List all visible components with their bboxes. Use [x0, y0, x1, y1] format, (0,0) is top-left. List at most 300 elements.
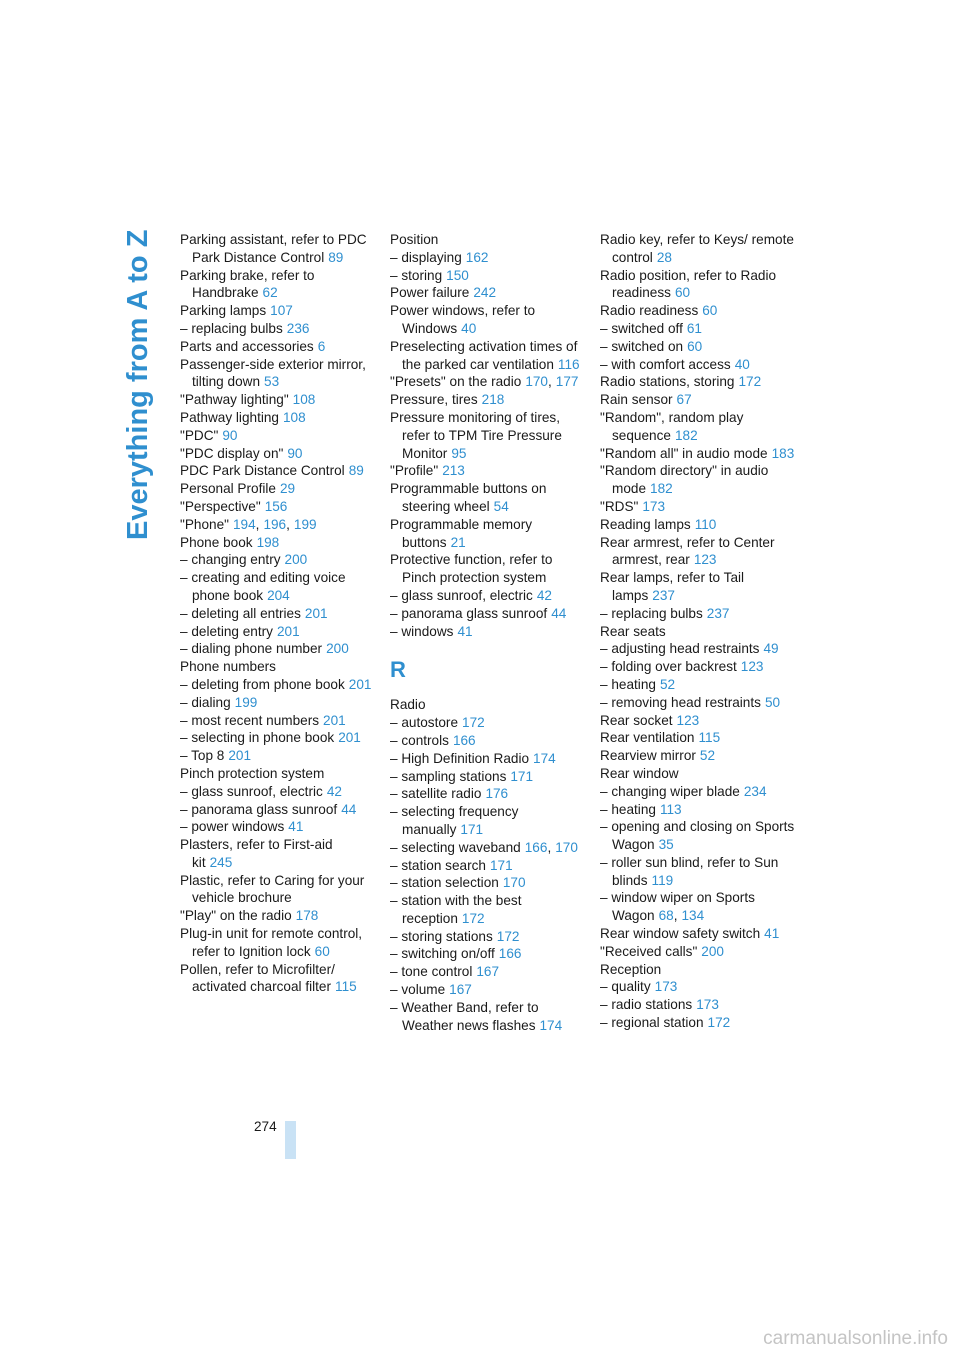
page-reference-link[interactable]: 201 — [276, 623, 300, 639]
index-entry-text: – windows — [390, 623, 454, 639]
page-reference-link[interactable]: 62 — [262, 285, 278, 301]
index-entry-text: "Profile" — [390, 463, 439, 479]
index-entry — [600, 605, 796, 623]
index-entry — [600, 996, 796, 1014]
page-reference-link[interactable]: 170 — [555, 839, 578, 855]
index-entry-text: – switching on/off — [390, 946, 495, 962]
page-reference-link[interactable]: 60 — [314, 943, 330, 959]
index-entry — [390, 249, 580, 267]
page-reference-link[interactable]: 199 — [234, 694, 258, 710]
page-reference-link[interactable]: 123 — [693, 552, 717, 568]
page-reference-link[interactable]: 182 — [650, 481, 673, 497]
page-number: 274 — [254, 1119, 277, 1134]
index-entry-text: – volume — [390, 982, 446, 998]
index-entry-text: Parking lamps — [180, 303, 267, 319]
index-entry — [600, 658, 796, 676]
page-reference-link[interactable]: 156 — [264, 498, 288, 514]
page-reference-link[interactable]: 237 — [652, 587, 675, 603]
index-entry — [600, 854, 796, 890]
index-entry — [180, 320, 376, 338]
index-entry-text: – folding over backrest — [600, 659, 737, 675]
page-reference-link[interactable]: 171 — [460, 821, 484, 837]
index-entry-text: "Random directory" in audio mode — [600, 463, 769, 497]
index-entry — [600, 783, 796, 801]
page-reference-link[interactable]: 173 — [642, 498, 666, 514]
page-reference-link[interactable]: 172 — [496, 928, 520, 944]
index-entry — [600, 320, 796, 338]
page-reference-link[interactable]: 201 — [348, 676, 372, 692]
index-entry-text: – heating — [600, 676, 656, 692]
page-reference-link[interactable]: 113 — [659, 801, 682, 817]
page-reference-link[interactable]: 89 — [328, 249, 344, 265]
page-reference-link[interactable]: 28 — [656, 249, 672, 265]
index-entry-text: Preselecting activation times of the parked car ventilation — [390, 338, 578, 372]
index-entry-text: Pathway lighting — [180, 409, 279, 425]
page-reference-link[interactable]: 90 — [222, 427, 238, 443]
index-entry — [390, 857, 580, 875]
index-entry-text: – selecting frequency manually — [390, 804, 519, 837]
index-entry — [180, 569, 376, 605]
index-entry — [180, 676, 376, 694]
page-reference-link[interactable]: 110 — [694, 516, 717, 532]
index-entry — [600, 729, 796, 747]
index-entry — [390, 480, 580, 516]
page-reference-link[interactable]: 21 — [450, 534, 466, 550]
index-entry — [390, 409, 580, 462]
index-entry-text: – controls — [390, 732, 449, 748]
index-entry-text: Radio stations, storing — [600, 374, 735, 390]
index-entry — [600, 516, 796, 534]
index-entry — [180, 836, 376, 872]
index-entry — [180, 712, 376, 730]
index-entry-text: – storing — [390, 267, 443, 283]
index-entry-text: "PDC" — [180, 427, 219, 443]
index-entry-text: – roller sun blind, refer to Sun blinds — [600, 854, 779, 888]
index-entry — [390, 714, 580, 732]
index-entry-text: – heating — [600, 801, 656, 817]
index-entry — [180, 338, 376, 356]
page-reference-link[interactable]: 89 — [348, 463, 364, 479]
index-entry — [600, 409, 796, 445]
index-entry — [600, 943, 796, 961]
page-reference-link[interactable]: 172 — [738, 374, 762, 390]
index-entry-text: Parking brake, refer to Handbrake — [180, 267, 315, 301]
index-entry — [390, 928, 580, 946]
index-entry — [180, 231, 376, 267]
index-entry-text: Programmable memory buttons — [390, 516, 533, 550]
page-reference-link[interactable]: 172 — [707, 1015, 731, 1031]
page-reference-link[interactable]: 29 — [279, 481, 296, 497]
page-reference-link[interactable]: 196 — [263, 516, 287, 532]
page-reference-link[interactable]: 213 — [442, 463, 465, 479]
index-entry-text: – deleting all entries — [180, 605, 301, 621]
page-reference-link[interactable]: 200 — [326, 641, 349, 657]
page-reference-link[interactable]: 242 — [473, 285, 497, 301]
page-reference-link[interactable]: 201 — [304, 605, 328, 621]
page-reference-link[interactable]: 107 — [270, 303, 293, 319]
index-entry-text: – switched off — [600, 320, 683, 336]
index-entry — [600, 231, 796, 267]
page-reference-link[interactable]: 40 — [734, 356, 750, 372]
index-entry-text: Rearview mirror — [600, 748, 696, 764]
index-entry — [600, 623, 796, 641]
index-entry-text: "Received calls" — [600, 943, 698, 959]
index-entry-text: Parking assistant, refer to PDC Park Distance Control — [180, 232, 367, 265]
page-reference-link[interactable]: 167 — [449, 982, 472, 998]
page-marker-bar — [285, 1121, 296, 1159]
page-reference-link[interactable]: 177 — [555, 374, 579, 390]
index-entry-text: Personal Profile — [180, 481, 276, 497]
index-entry — [390, 696, 580, 714]
index-entry — [180, 729, 376, 747]
page-reference-link[interactable]: 150 — [446, 267, 469, 283]
index-entry — [180, 391, 376, 409]
index-entry — [180, 516, 376, 534]
index-entry-text: Phone numbers — [180, 659, 276, 675]
index-entry-text: – selecting in phone book — [180, 730, 335, 746]
page-reference-link[interactable]: 172 — [461, 910, 485, 926]
index-entry — [600, 747, 796, 765]
index-entry — [390, 999, 580, 1035]
page-reference-link[interactable]: 42 — [326, 783, 342, 799]
index-entry — [390, 839, 580, 857]
index-entry-text: – deleting from phone book — [180, 676, 345, 692]
page-reference-link[interactable]: 108 — [292, 392, 316, 408]
page-reference-link[interactable]: 173 — [654, 979, 678, 995]
page-reference-link[interactable]: 108 — [283, 409, 306, 425]
index-entry-text: Power failure — [390, 285, 470, 301]
index-entry — [180, 480, 376, 498]
index-entry — [600, 445, 796, 463]
index-entry — [180, 765, 376, 783]
index-entry — [600, 534, 796, 570]
index-entry-text: – storing stations — [390, 928, 493, 944]
page-reference-link[interactable]: 162 — [465, 249, 489, 265]
index-entry-text: "Random all" in audio mode — [600, 445, 768, 461]
page-reference-link[interactable]: 134 — [681, 908, 705, 924]
index-entry — [390, 302, 580, 338]
index-entry-text: Pressure, tires — [390, 392, 478, 408]
page-reference-link[interactable]: 173 — [696, 997, 719, 1013]
page-reference-link[interactable]: 119 — [651, 872, 674, 888]
index-entry — [390, 587, 580, 605]
index-entry — [600, 640, 796, 658]
page-reference-link[interactable]: 41 — [288, 819, 304, 835]
page-reference-link[interactable]: 201 — [228, 748, 252, 764]
index-entry — [180, 427, 376, 445]
page-reference-link[interactable]: 49 — [763, 641, 779, 657]
index-entry-text: Rear lamps, refer to Tail lamps — [600, 570, 745, 603]
page-reference-link[interactable]: 234 — [743, 783, 767, 799]
index-entry-text: – window wiper on Sports Wagon — [600, 890, 755, 924]
index-entry-text: – station selection — [390, 875, 499, 891]
index-entry — [600, 373, 796, 391]
index-entry-text: Rear window safety switch — [600, 926, 761, 942]
page-reference-link[interactable]: 171 — [510, 768, 534, 784]
index-entry-text: – switched on — [600, 338, 684, 354]
index-entry — [600, 391, 796, 409]
index-entry-text: – with comfort access — [600, 356, 731, 372]
index-entry-text: – replacing bulbs — [600, 605, 703, 621]
index-entry-text: Phone book — [180, 534, 253, 550]
page-reference-link[interactable]: 174 — [539, 1017, 563, 1033]
index-entry-text: "Perspective" — [180, 498, 261, 514]
page-reference-link[interactable]: 170 — [525, 374, 548, 390]
index-entry — [180, 907, 376, 925]
index-entry — [600, 961, 796, 979]
page-reference-link[interactable]: 171 — [489, 857, 513, 873]
page-reference-link[interactable]: 182 — [674, 427, 698, 443]
index-entry — [180, 925, 376, 961]
index-entry — [390, 551, 580, 587]
index-entry — [180, 818, 376, 836]
index-entry — [180, 747, 376, 765]
index-entry-text: – most recent numbers — [180, 712, 320, 728]
index-entry-text: PDC Park Distance Control — [180, 463, 345, 479]
index-entry-text: Passenger-side exterior mirror, tilting down — [180, 356, 366, 390]
page-reference-link[interactable]: 60 — [674, 285, 691, 301]
page-reference-link[interactable]: 6 — [317, 338, 326, 354]
index-entry-text: Radio key, refer to Keys/ remote control — [600, 232, 794, 265]
page-reference-link[interactable]: 123 — [740, 659, 764, 675]
index-entry — [390, 803, 580, 839]
page-reference-link[interactable]: 60 — [702, 303, 718, 319]
index-entry — [390, 373, 580, 391]
index-entry-text: – station search — [390, 857, 486, 873]
index-entry-text: "Play" on the radio — [180, 908, 292, 924]
index-entry-text: Rear seats — [600, 623, 666, 639]
index-entry-text: Rear window — [600, 765, 679, 781]
page-reference-link[interactable]: 115 — [335, 979, 357, 995]
page-reference-link[interactable]: 170 — [502, 875, 526, 891]
index-entry — [390, 874, 580, 892]
page-reference-link[interactable]: 199 — [293, 516, 317, 532]
index-entry — [600, 925, 796, 943]
index-entry — [180, 498, 376, 516]
index-entry-text: – opening and closing on Sports Wagon — [600, 819, 795, 853]
index-entry-text: – satellite radio — [390, 786, 482, 802]
index-entry — [180, 783, 376, 801]
index-entry-text: Plug-in unit for remote control, refer to Ignition lock — [180, 926, 363, 959]
index-entry-text: – glass sunroof, electric — [180, 783, 323, 799]
index-entry-text: "Phone" — [180, 516, 229, 532]
page-reference-link[interactable]: 54 — [493, 498, 509, 514]
page-ref-separator: , — [547, 839, 552, 855]
page-reference-link[interactable]: 166 — [452, 732, 476, 748]
page-ref-separator: , — [673, 908, 678, 924]
index-entry-text: – replacing bulbs — [180, 320, 283, 336]
page-reference-link[interactable]: 42 — [536, 587, 552, 603]
page-reference-link[interactable]: 236 — [286, 320, 310, 336]
index-entry — [600, 267, 796, 303]
index-entry-text: "RDS" — [600, 498, 639, 514]
index-entry-text: Rear ventilation — [600, 730, 695, 746]
index-entry-text: – removing head restraints — [600, 694, 761, 710]
index-entry — [180, 267, 376, 303]
page-reference-link[interactable]: 41 — [457, 623, 473, 639]
index-entry-text: Rain sensor — [600, 392, 673, 408]
index-entry-text: – glass sunroof, electric — [390, 587, 533, 603]
page-reference-link[interactable]: 35 — [658, 837, 674, 853]
page-reference-link[interactable]: 204 — [267, 587, 290, 603]
index-entry — [180, 658, 376, 676]
index-entry-text: Protective function, refer to Pinch protection system — [390, 552, 553, 586]
index-column-2 — [390, 231, 580, 1034]
page-reference-link[interactable]: 200 — [284, 552, 308, 568]
index-entry — [180, 409, 376, 427]
section-letter: R — [390, 657, 406, 683]
index-entry-text: – displaying — [390, 249, 462, 265]
index-entry-text: – radio stations — [600, 997, 693, 1013]
index-entry — [390, 267, 580, 285]
index-entry — [600, 462, 796, 498]
index-entry — [390, 981, 580, 999]
index-entry-text: Pressure monitoring of tires, refer to TPM Tire Pressure Monitor — [390, 409, 562, 461]
index-entry — [390, 785, 580, 803]
page-reference-link[interactable]: 52 — [659, 676, 676, 692]
index-entry — [390, 605, 580, 623]
index-entry-text: – panorama glass sunroof — [180, 801, 338, 817]
index-entry-text: – changing entry — [180, 552, 281, 568]
page-reference-link[interactable]: 183 — [771, 445, 795, 461]
page-reference-link[interactable]: 194 — [232, 516, 256, 532]
index-entry — [180, 356, 376, 392]
index-entry-text: Pollen, refer to Microfilter/ activated charcoal filter — [180, 961, 335, 995]
index-entry — [600, 498, 796, 516]
index-entry-text: – power windows — [180, 819, 285, 835]
index-entry-text: Rear socket — [600, 712, 673, 728]
index-entry — [180, 872, 376, 908]
index-entry-text: Plasters, refer to First-aid kit — [180, 837, 333, 870]
index-entry — [390, 945, 580, 963]
index-entry-text: – quality — [600, 979, 651, 995]
index-entry-text: – sampling stations — [390, 768, 507, 784]
page-reference-link[interactable]: 53 — [264, 374, 280, 390]
index-column-3 — [600, 231, 796, 1032]
index-entry — [600, 302, 796, 320]
page-reference-link[interactable]: 237 — [706, 605, 730, 621]
index-entry-text: Rear armrest, refer to Center armrest, rear — [600, 534, 775, 568]
index-entry-text: – dialing — [180, 694, 231, 710]
index-entry — [180, 694, 376, 712]
index-entry-text: – panorama glass sunroof — [390, 605, 548, 621]
index-entry-text: Pinch protection system — [180, 765, 325, 781]
page-reference-link[interactable]: 245 — [209, 854, 233, 870]
index-entry-text: – Weather Band, refer to Weather news flashes — [390, 999, 539, 1033]
index-entry — [390, 391, 580, 409]
page-reference-link[interactable]: 166 — [524, 839, 548, 855]
index-entry — [180, 961, 376, 997]
page-reference-link[interactable]: 68 — [658, 908, 674, 924]
index-entry-text: Reception — [600, 961, 662, 977]
index-entry — [600, 338, 796, 356]
page-reference-link[interactable]: 166 — [498, 946, 522, 962]
index-entry-text: – High Definition Radio — [390, 750, 530, 766]
page-ref-separator: , — [548, 374, 552, 390]
page-reference-link[interactable]: 41 — [764, 926, 780, 942]
index-entry-text: – autostore — [390, 715, 459, 731]
page-reference-link[interactable]: 167 — [476, 964, 500, 980]
index-entry — [600, 712, 796, 730]
index-entry — [390, 231, 580, 249]
index-entry — [600, 676, 796, 694]
index-entry-text: Plastic, refer to Caring for your vehicle brochure — [180, 872, 365, 906]
page-reference-link[interactable]: 67 — [676, 392, 692, 408]
page-reference-link[interactable]: 116 — [557, 356, 580, 372]
index-entry-text: Programmable buttons on steering wheel — [390, 481, 547, 514]
page-reference-link[interactable]: 95 — [451, 445, 467, 461]
index-entry — [180, 462, 376, 480]
page-reference-link[interactable]: 115 — [698, 730, 721, 746]
index-entry — [390, 284, 580, 302]
page-reference-link[interactable]: 40 — [461, 320, 477, 336]
page-reference-link[interactable]: 174 — [533, 750, 556, 766]
page-reference-link[interactable]: 218 — [481, 392, 505, 408]
index-entry-text: Radio position, refer to Radio readiness — [600, 267, 777, 301]
page-reference-link[interactable]: 50 — [764, 694, 781, 710]
index-entry — [600, 694, 796, 712]
index-entry-text: Reading lamps — [600, 516, 691, 532]
page-reference-link[interactable]: 178 — [295, 908, 319, 924]
index-entry — [600, 978, 796, 996]
index-entry — [390, 768, 580, 786]
index-entry — [390, 338, 580, 374]
index-entry — [180, 801, 376, 819]
index-entry-text: – dialing phone number — [180, 641, 323, 657]
index-entry — [390, 732, 580, 750]
index-entry — [390, 623, 580, 641]
page-reference-link[interactable]: 44 — [551, 605, 567, 621]
page-reference-link[interactable]: 201 — [323, 712, 346, 728]
index-entry-text: "Presets" on the radio — [390, 374, 522, 390]
index-entry — [180, 534, 376, 552]
page-reference-link[interactable]: 198 — [256, 534, 280, 550]
index-entry-text: – changing wiper blade — [600, 783, 740, 799]
page-reference-link[interactable]: 123 — [676, 712, 700, 728]
index-entry — [180, 551, 376, 569]
index-entry-text: – tone control — [390, 964, 473, 980]
side-title: Everything from A to Z — [122, 230, 154, 541]
page-ref-separator: , — [255, 516, 260, 532]
page-reference-link[interactable]: 172 — [462, 715, 485, 731]
index-entry-text: – creating and editing voice phone book — [180, 570, 346, 603]
page-reference-link[interactable]: 44 — [341, 801, 357, 817]
index-entry — [600, 569, 796, 605]
index-entry-text: Parts and accessories — [180, 338, 314, 354]
page-reference-link[interactable]: 176 — [485, 786, 509, 802]
index-entry-text: – Top 8 — [180, 748, 225, 764]
index-entry — [600, 818, 796, 854]
index-entry — [600, 801, 796, 819]
index-entry-text: "Pathway lighting" — [180, 392, 289, 408]
index-entry-text: Radio — [390, 697, 426, 713]
page-reference-link[interactable]: 60 — [687, 338, 703, 354]
index-entry — [600, 765, 796, 783]
index-entry-text: "PDC display on" — [180, 445, 284, 461]
index-entry-text: Position — [390, 232, 439, 247]
page-reference-link[interactable]: 200 — [701, 943, 724, 959]
page-reference-link[interactable]: 90 — [287, 445, 303, 461]
index-entry-text: – regional station — [600, 1015, 704, 1031]
page-ref-separator: , — [286, 516, 290, 532]
index-entry — [390, 892, 580, 928]
index-entry-text: – deleting entry — [180, 623, 273, 639]
index-entry — [600, 1014, 796, 1032]
page-reference-link[interactable]: 201 — [338, 730, 361, 746]
index-entry-text: – station with the best reception — [390, 893, 522, 926]
page-reference-link[interactable]: 61 — [686, 320, 702, 336]
page-reference-link[interactable]: 52 — [699, 748, 716, 764]
